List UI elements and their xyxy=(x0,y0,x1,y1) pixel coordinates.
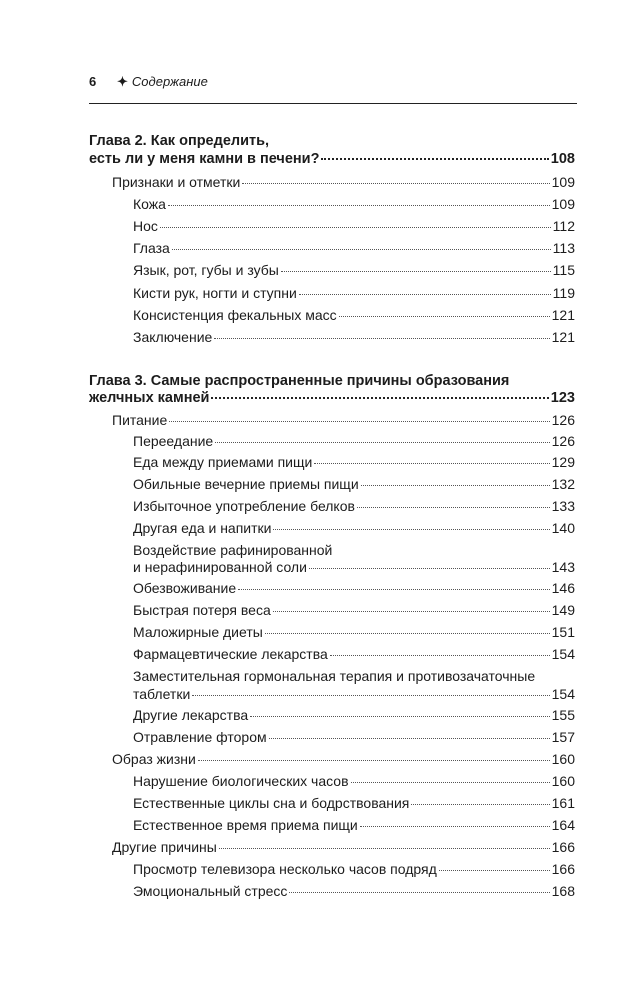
dot-leader xyxy=(299,294,551,295)
entry-label: Фармацевтические лекарства xyxy=(133,646,328,662)
toc-entry[interactable] xyxy=(133,305,575,325)
chapter-3-page: 123 xyxy=(550,390,575,406)
dot-leader xyxy=(172,249,551,250)
dot-leader xyxy=(314,463,549,464)
entry-page: 160 xyxy=(551,773,575,789)
entry-page: 143 xyxy=(551,559,575,575)
running-title-text: Содержание xyxy=(131,74,208,89)
dot-leader xyxy=(265,633,550,634)
entry-label: таблетки xyxy=(133,686,191,702)
entry-label: Кожа xyxy=(133,196,166,212)
toc-entry[interactable] xyxy=(133,771,575,791)
toc-entry-section[interactable] xyxy=(112,749,575,769)
dot-leader xyxy=(357,507,550,508)
entry-label: Нос xyxy=(133,218,158,234)
toc-entry[interactable] xyxy=(133,684,575,704)
running-header xyxy=(89,74,577,94)
entry-label: Другая еда и напитки xyxy=(133,520,272,536)
entry-label: Просмотр телевизора несколько часов подряд xyxy=(133,861,437,877)
entry-label: Естественные циклы сна и бодрствования xyxy=(133,795,410,811)
page-number: 6 xyxy=(89,74,97,89)
toc-entry-section[interactable] xyxy=(112,837,575,857)
entry-label: Язык, рот, губы и зубы xyxy=(133,262,279,278)
toc-entry[interactable] xyxy=(133,260,575,280)
toc-entry[interactable] xyxy=(133,496,575,516)
toc-entry[interactable] xyxy=(133,327,575,347)
entry-page: 149 xyxy=(551,602,575,618)
toc-entry[interactable] xyxy=(133,881,575,901)
entry-label: Избыточное употребление белков xyxy=(133,498,355,514)
entry-label: и нерафинированной соли xyxy=(133,559,307,575)
toc-entry[interactable] xyxy=(133,431,575,451)
toc-entry[interactable] xyxy=(133,815,575,835)
entry-page: 113 xyxy=(552,240,575,256)
toc-entry[interactable] xyxy=(133,474,575,494)
entry-label: Маложирные диеты xyxy=(133,624,263,640)
dot-leader xyxy=(198,760,550,761)
dot-leader xyxy=(309,568,550,569)
entry-page: 155 xyxy=(551,707,575,723)
section-label: Признаки и отметки xyxy=(112,174,241,190)
entry-page: 164 xyxy=(551,817,575,833)
chapter-2-title-line1: Глава 2. Как определить, xyxy=(89,133,270,149)
section-page: 160 xyxy=(551,751,575,767)
entry-page: 133 xyxy=(551,498,575,514)
toc-entry[interactable] xyxy=(133,622,575,642)
entry-label: Быстрая потеря веса xyxy=(133,602,271,618)
toc-entry[interactable] xyxy=(133,518,575,538)
dot-leader xyxy=(219,848,550,849)
section-label: Питание xyxy=(112,412,168,428)
toc-entry-chapter-2[interactable] xyxy=(89,149,575,169)
dot-leader xyxy=(273,529,549,530)
toc-entry[interactable] xyxy=(133,705,575,725)
toc-entry-section[interactable] xyxy=(112,410,575,430)
entry-page: 157 xyxy=(551,729,575,745)
dot-leader xyxy=(351,782,550,783)
entry-page: 121 xyxy=(551,329,575,345)
dot-leader xyxy=(289,892,549,893)
entry-page: 112 xyxy=(552,218,575,234)
dot-leader xyxy=(269,738,550,739)
dot-leader xyxy=(215,442,549,443)
toc-entry[interactable] xyxy=(133,727,575,747)
toc-entry-chapter-3[interactable] xyxy=(89,388,575,408)
section-page: 166 xyxy=(551,839,575,855)
dot-leader xyxy=(238,589,549,590)
entry-label: Еда между приемами пищи xyxy=(133,454,313,470)
entry-page: 168 xyxy=(551,883,575,899)
toc-entry[interactable] xyxy=(133,578,575,598)
entry-page: 129 xyxy=(551,454,575,470)
section-page: 126 xyxy=(551,412,575,428)
dot-leader xyxy=(360,826,550,827)
entry-label: Консистенция фекальных масс xyxy=(133,307,337,323)
chapter-3-title: желчных камней xyxy=(89,390,210,406)
entry-label: Другие лекарства xyxy=(133,707,249,723)
dot-leader xyxy=(273,611,550,612)
entry-label: Заключение xyxy=(133,329,213,345)
toc-entry[interactable] xyxy=(133,644,575,664)
toc-entry[interactable] xyxy=(133,557,575,577)
toc-entry[interactable] xyxy=(133,600,575,620)
entry-label: Эмоциональный стресс xyxy=(133,883,288,899)
entry-label: Переедание xyxy=(133,433,214,449)
toc-entry-section[interactable] xyxy=(112,172,575,192)
entry-label: Отравление фтором xyxy=(133,729,267,745)
dot-leader xyxy=(160,227,551,228)
entry-label: Кисти рук, ногти и ступни xyxy=(133,285,297,301)
toc-entry[interactable] xyxy=(133,452,575,472)
entry-label-line1: Воздействие рафинированной xyxy=(133,542,333,558)
dot-leader xyxy=(211,397,548,399)
dot-leader xyxy=(192,695,549,696)
entry-label-line1: Заместительная гормональная терапия и противозачаточные xyxy=(133,668,536,684)
entry-page: 161 xyxy=(551,795,575,811)
entry-page: 140 xyxy=(551,520,575,536)
entry-page: 132 xyxy=(551,476,575,492)
entry-page: 154 xyxy=(551,686,575,702)
toc-entry[interactable] xyxy=(133,859,575,879)
toc-entry[interactable] xyxy=(133,793,575,813)
dot-leader xyxy=(321,158,548,160)
entry-page: 151 xyxy=(551,624,575,640)
dot-leader xyxy=(168,205,550,206)
entry-page: 109 xyxy=(551,196,575,212)
dot-leader xyxy=(330,655,550,656)
running-title xyxy=(117,74,208,90)
toc-entry[interactable] xyxy=(133,194,575,214)
section-page: 109 xyxy=(551,174,575,190)
entry-label: Обезвоживание xyxy=(133,580,237,596)
entry-page: 146 xyxy=(551,580,575,596)
dot-leader xyxy=(242,183,549,184)
entry-page: 121 xyxy=(551,307,575,323)
dot-leader xyxy=(439,870,550,871)
entry-page: 115 xyxy=(552,262,575,278)
section-label: Образ жизни xyxy=(112,751,196,767)
entry-page: 119 xyxy=(552,285,575,301)
dot-leader xyxy=(361,485,550,486)
entry-page: 166 xyxy=(551,861,575,877)
toc-entry[interactable] xyxy=(133,238,575,258)
dot-leader xyxy=(214,338,549,339)
dot-leader xyxy=(250,716,549,717)
star-icon: ✦ xyxy=(117,74,128,89)
dot-leader xyxy=(281,271,551,272)
chapter-2-title: есть ли у меня камни в печени? xyxy=(89,151,320,167)
chapter-2-page: 108 xyxy=(550,151,575,167)
toc-entry[interactable] xyxy=(133,216,575,236)
section-label: Другие причины xyxy=(112,839,217,855)
entry-label: Естественное время приема пищи xyxy=(133,817,358,833)
entry-label: Нарушение биологических часов xyxy=(133,773,349,789)
chapter-3-title-line1: Глава 3. Самые распространенные причины образования xyxy=(89,373,510,389)
header-rule xyxy=(89,103,577,104)
entry-page: 154 xyxy=(551,646,575,662)
toc-entry[interactable] xyxy=(133,283,575,303)
entry-label: Обильные вечерние приемы пищи xyxy=(133,476,359,492)
dot-leader xyxy=(169,421,549,422)
dot-leader xyxy=(339,316,550,317)
entry-label: Глаза xyxy=(133,240,170,256)
dot-leader xyxy=(411,804,549,805)
entry-page: 126 xyxy=(551,433,575,449)
